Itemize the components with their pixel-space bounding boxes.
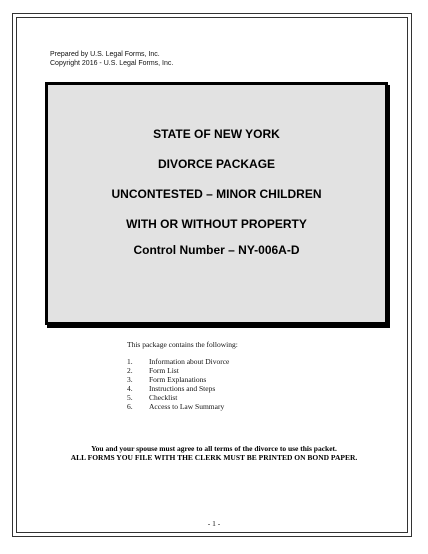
- package-type: UNCONTESTED – MINOR CHILDREN: [111, 187, 322, 201]
- list-item-number: 3.: [127, 375, 133, 384]
- list-item: [127, 357, 229, 366]
- list-item: [127, 366, 229, 375]
- list-item-label: Access to Law Summary: [149, 402, 225, 411]
- list-item-number: 4.: [127, 384, 133, 393]
- list-item-number: 2.: [127, 366, 133, 375]
- copyright-text: Copyright 2016 - U.S. Legal Forms, Inc.: [50, 60, 174, 67]
- list-item: [127, 393, 229, 402]
- property-clause: WITH OR WITHOUT PROPERTY: [126, 217, 307, 231]
- contents-intro: This package contains the following:: [127, 340, 238, 349]
- list-item-number: 5.: [127, 393, 133, 402]
- list-item: [127, 375, 229, 384]
- control-number: Control Number – NY-006A-D: [133, 243, 300, 257]
- agreement-notice: You and your spouse must agree to all terms of the divorce to use this packet.: [91, 444, 337, 453]
- page-number: - 1 -: [207, 519, 221, 528]
- package-title: DIVORCE PACKAGE: [157, 157, 276, 171]
- list-item: [127, 384, 229, 393]
- bond-paper-warning: ALL FORMS YOU FILE WITH THE CLERK MUST BE PRINTED ON BOND PAPER.: [70, 453, 358, 462]
- list-item-label: Information about Divorce: [149, 357, 230, 366]
- state-title: STATE OF NEW YORK: [153, 127, 280, 141]
- list-item-label: Instructions and Steps: [149, 384, 216, 393]
- prepared-by-text: Prepared by U.S. Legal Forms, Inc.: [50, 51, 160, 58]
- list-item-label: Form Explanations: [149, 375, 207, 384]
- list-item: [127, 402, 229, 411]
- list-item-number: 1.: [127, 357, 133, 366]
- preparer-info: [50, 50, 173, 68]
- list-item-label: Checklist: [149, 393, 178, 402]
- contents-list: [127, 357, 229, 411]
- title-box: [45, 82, 388, 325]
- bond-paper-notice: [0, 444, 428, 462]
- list-item-label: Form List: [149, 366, 179, 375]
- list-item-number: 6.: [127, 402, 133, 411]
